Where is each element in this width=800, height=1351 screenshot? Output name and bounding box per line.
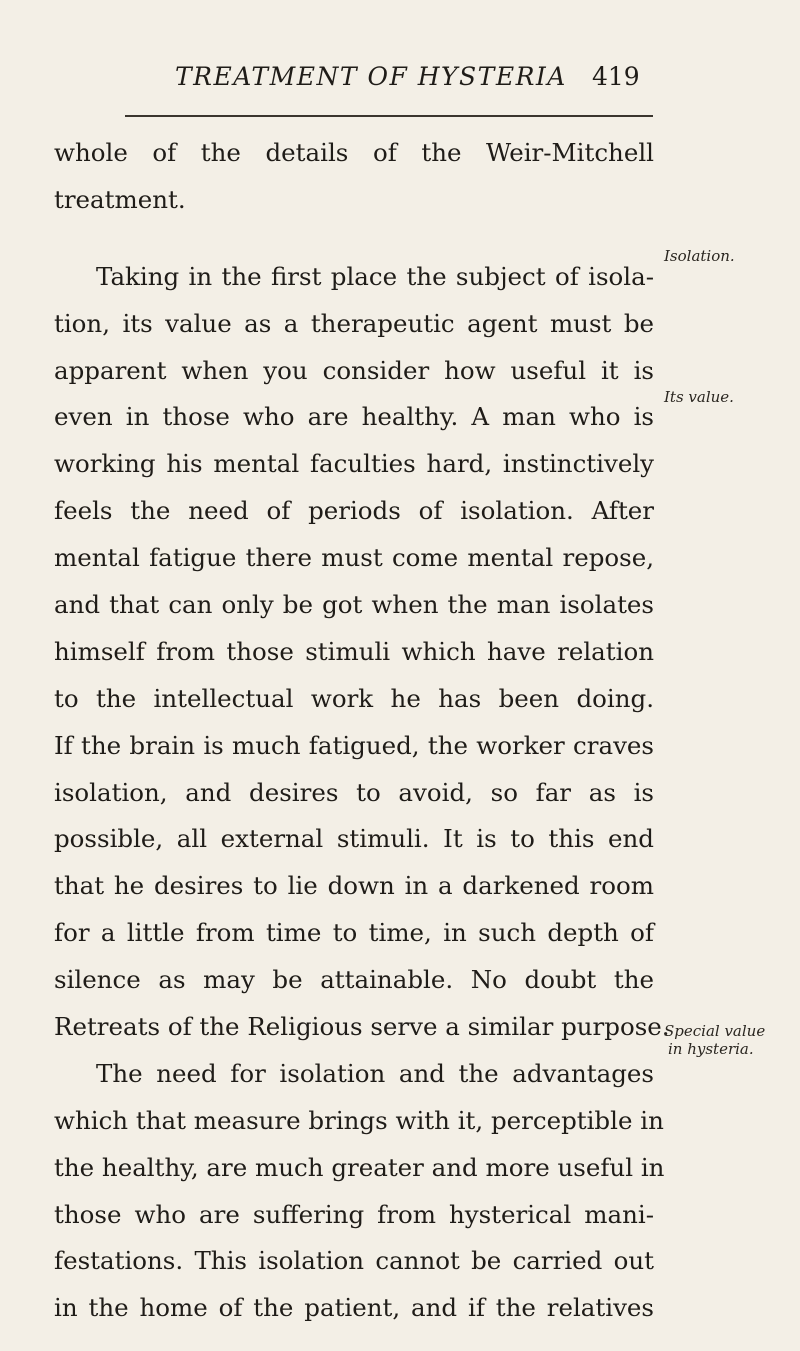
text-line: The need for isolation and the advantages	[96, 1058, 654, 1088]
paragraph-gap	[54, 224, 654, 254]
text-line: possible, all external stimuli. It is to this end	[54, 824, 654, 854]
margin-note-isolation: Isolation.	[664, 247, 735, 265]
text-line: tion, its value as a therapeutic agent must be	[54, 308, 654, 338]
text-line: the healthy, are much greater and more useful in	[54, 1152, 665, 1182]
text-line: in the home of the patient, and if the relatives	[54, 1293, 654, 1323]
text-line: If the brain is much fatigued, the worker craves	[54, 730, 654, 760]
text-line: for a little from time to time, in such depth of	[54, 918, 654, 948]
text-line: festations. This isolation cannot be carried out	[54, 1246, 654, 1276]
text-line: himself from those stimuli which have relation	[54, 636, 654, 666]
margin-note-in-hysteria: in hysteria.	[668, 1040, 754, 1058]
text-line: whole of the details of the Weir-Mitchell	[54, 138, 654, 167]
text-line: mental fatigue there must come mental repose,	[54, 543, 654, 573]
header-rule	[125, 115, 653, 117]
text-line: Taking in the first place the subject of isola-	[96, 261, 654, 291]
text-line: silence as may be attainable. No doubt the	[54, 965, 654, 995]
text-line: that he desires to lie down in a darkened room	[54, 871, 654, 901]
page-number: 419	[592, 62, 640, 91]
text-line: those who are suffering from hysterical mani-	[54, 1199, 654, 1229]
text-line: to the intellectual work he has been doing.	[54, 683, 654, 713]
text-line: Retreats of the Religious serve a similar purpose.	[54, 1012, 670, 1042]
body-text	[54, 130, 670, 1332]
page-header	[0, 62, 800, 98]
text-line: feels the need of periods of isolation. After	[54, 496, 654, 526]
text-line: apparent when you consider how useful it is	[54, 355, 654, 385]
margin-note-special-value: Special value	[664, 1022, 766, 1040]
margin-note-its-value: Its value.	[664, 388, 734, 406]
text-line: treatment.	[54, 184, 186, 214]
text-line: working his mental faculties hard, instinctively	[54, 449, 654, 479]
text-line: even in those who are healthy. A man who is	[54, 402, 654, 432]
text-line: and that can only be got when the man isolates	[54, 590, 654, 620]
text-line: isolation, and desires to avoid, so far as is	[54, 777, 654, 807]
running-head: TREATMENT OF HYSTERIA	[175, 62, 567, 91]
text-line: which that measure brings with it, perceptible in	[54, 1105, 664, 1135]
